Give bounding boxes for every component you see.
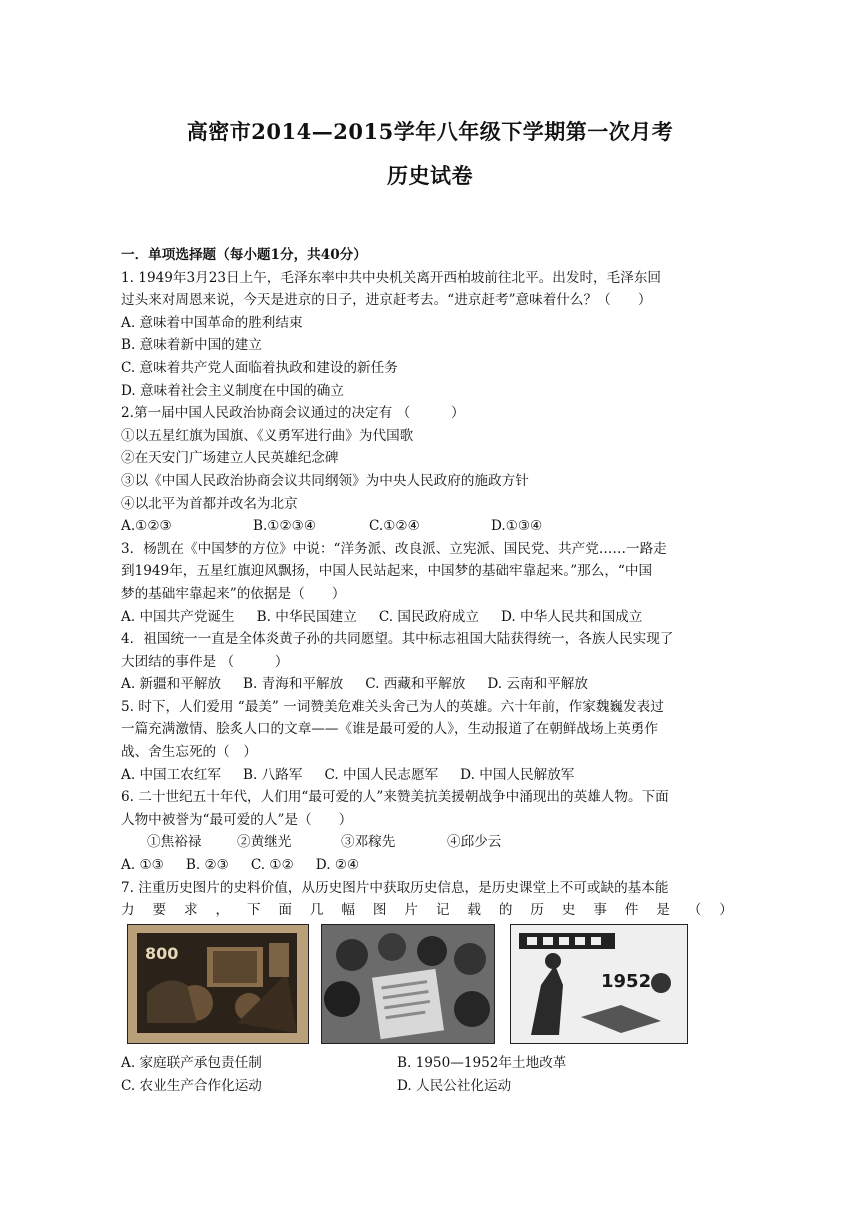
q7-line2-char: 是 — [656, 902, 670, 919]
q7-line2-char: 力 — [121, 902, 135, 919]
q5-option-b: B. 八路军 — [243, 766, 303, 783]
q2-stem: 2.第一届中国人民政治协商会议通过的决定有 （ ） — [121, 405, 465, 422]
q1-option-c: C. 意味着共产党人面临着执政和建设的新任务 — [121, 359, 398, 376]
q4-option-d: D. 云南和平解放 — [487, 676, 588, 693]
q7-line2-char: 历 — [530, 902, 544, 919]
q7-line2-char: 要 — [152, 902, 167, 919]
q3-option-b: B. 中华民国建立 — [256, 608, 357, 625]
q7-line2-char: 片 — [404, 902, 418, 919]
q7-line2-char: 图 — [372, 902, 387, 919]
q7-line2-char: ） — [719, 902, 733, 919]
q7-stem-line1: 7. 注重历史图片的史料价值，从历史图片中获取历史信息，是历史课堂上不可或缺的基本能 — [121, 879, 669, 896]
q3-option-c: C. 国民政府成立 — [378, 608, 479, 625]
q3-stem-line3: 梦的基础牢靠起来”的依据是（ ） — [121, 585, 346, 602]
q2-options — [121, 515, 733, 538]
q5-stem-line3: 战、舍生忘死的（ ） — [121, 744, 257, 761]
q4-stem-line2: 大团结的事件是 （ ） — [121, 653, 289, 670]
q2-statement-4: ④以北平为首都并改名为北京 — [121, 495, 298, 512]
q1-stem-line1: 1. 1949年3月23日上午，毛泽东率中共中央机关离开西柏坡前往北平。出发时，毛泽东回 — [121, 269, 662, 286]
q7-pictures — [0, 924, 860, 1044]
section-heading: 一．单项选择题（每小题1分，共40分） — [121, 247, 367, 263]
q6-stem-line1: 6. 二十世纪五十年代，人们用“最可爱的人”来赞美抗美援朝战争中涌现出的英雄人物。下面 — [121, 789, 669, 806]
q7-line2-char: 史 — [561, 902, 576, 919]
q7-line2-char: 幅 — [341, 902, 355, 919]
q7-stem-line2 — [121, 899, 733, 922]
q6-stem-line2: 人物中被誉为“最可爱的人”是（ ） — [121, 811, 353, 828]
q7-option-b: B. 1950—1952年土地改革 — [397, 1055, 567, 1071]
q3-stem-line1: 3．杨凯在《中国梦的方位》中说：“洋务派、改良派、立宪派、国民党、共产党……一路走 — [121, 540, 667, 557]
q6-item-1: ①焦裕禄 — [147, 834, 202, 851]
q2-statement-1: ①以五星红旗为国旗、《义勇军进行曲》为代国歌 — [121, 427, 414, 444]
q3-option-a: A. 中国共产党诞生 — [121, 608, 235, 625]
q3-stem-line2: 到1949年，五星红旗迎风飘扬，中国人民站起来，中国梦的基础牢靠起来。”那么，“中国 — [121, 563, 653, 580]
q6-item-3: ③邓稼先 — [341, 834, 396, 851]
q2-statement-2: ②在天安门广场建立人民英雄纪念碑 — [121, 450, 339, 467]
q6-option-c: C. ①② — [250, 857, 294, 874]
q2-option-c: C.①②④ — [369, 518, 420, 535]
q6-option-b: B. ②③ — [185, 857, 229, 874]
stamp-value: 800 — [145, 944, 179, 963]
q7-line2-char: 件 — [624, 902, 639, 919]
crowd-photo-graphic — [322, 925, 494, 1043]
q7-line2-char: 面 — [278, 902, 293, 919]
exam-subtitle: 历史试卷 — [387, 163, 473, 188]
q6-option-d: D. ②④ — [315, 857, 360, 874]
q4-options — [121, 673, 733, 696]
q7-line2-char: 事 — [593, 902, 607, 919]
q7-line2-char: 下 — [246, 902, 261, 919]
q7-option-c: C. 农业生产合作化运动 — [121, 1077, 262, 1094]
q5-option-c: C. 中国人民志愿军 — [324, 766, 439, 783]
q7-line2-char: 几 — [309, 902, 324, 919]
q1-option-a: A. 意味着中国革命的胜利结束 — [121, 314, 303, 331]
q7-line2-char: （ — [687, 902, 702, 919]
q2-option-a: A.①②③ — [121, 518, 172, 535]
q7-line2-char: 的 — [498, 902, 513, 919]
q2-option-d: D.①③④ — [491, 518, 543, 535]
exam-title: 高密市2014—2015学年八年级下学期第一次月考 — [186, 119, 674, 144]
q3-option-d: D. 中华人民共和国成立 — [500, 608, 643, 625]
q5-option-d: D. 中国人民解放军 — [460, 766, 575, 783]
q6-item-4: ④邱少云 — [447, 834, 502, 851]
q1-option-b: B. 意味着新中国的建立 — [121, 337, 262, 354]
q5-options — [121, 764, 733, 787]
q5-option-a: A. 中国工农红军 — [121, 766, 222, 783]
stamp-image — [127, 924, 309, 1044]
exam-content — [121, 244, 733, 922]
stamp-scene — [137, 933, 297, 1033]
q7-option-d: D. 人民公社化运动 — [397, 1077, 512, 1094]
q6-items — [121, 831, 733, 854]
q5-stem-line2: 一篇充满激情、脍炙人口的文章——《谁是最可爱的人》，生动报道了在朝鲜战场上英勇作 — [121, 721, 658, 738]
q6-options — [121, 854, 733, 877]
poster-year: 1952 — [601, 971, 652, 992]
q7-line2-char: ， — [215, 902, 230, 919]
q7-options — [121, 1052, 733, 1097]
q5-stem-line1: 5. 时下，人们爱用 “最美” 一词赞美危难关头舍己为人的英雄。六十年前，作家魏巍发表过 — [121, 698, 664, 715]
q3-options — [121, 606, 733, 629]
q6-option-a: A. ①③ — [121, 857, 164, 874]
poster-graphic — [511, 925, 687, 1043]
q4-option-b: B. 青海和平解放 — [243, 676, 344, 693]
q2-option-b: B.①②③④ — [253, 518, 317, 535]
crowd-photo-image — [321, 924, 495, 1044]
poster-image — [510, 924, 688, 1044]
q7-line2-char: 载 — [467, 902, 481, 919]
q7-option-a: A. 家庭联产承包责任制 — [121, 1055, 262, 1071]
q7-line2-char: 记 — [435, 902, 450, 919]
q2-statement-3: ③以《中国人民政治协商会议共同纲领》为中央人民政府的施政方针 — [121, 472, 529, 489]
q4-stem-line1: 4．祖国统一一直是全体炎黄子孙的共同愿望。其中标志祖国大陆获得统一，各族人民实现了 — [121, 631, 674, 648]
q6-item-2: ②黄继光 — [237, 834, 292, 851]
tractor-stamp-graphic — [137, 933, 297, 1033]
q1-stem-line2: 过头来对周恩来说，今天是进京的日子，进京赶考去。“进京赶考”意味着什么？（ ） — [121, 292, 652, 309]
q4-option-a: A. 新疆和平解放 — [121, 676, 222, 693]
q4-option-c: C. 西藏和平解放 — [365, 676, 466, 693]
q1-option-d: D. 意味着社会主义制度在中国的确立 — [121, 382, 344, 399]
q7-line2-char: 求 — [183, 902, 198, 919]
